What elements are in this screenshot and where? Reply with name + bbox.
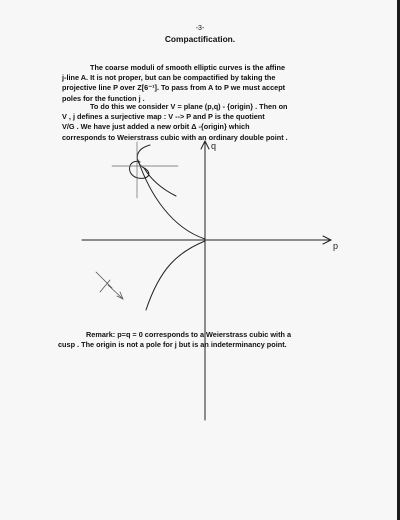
paragraph-line: V , j defines a surjective map : V --> P and P is the quotient: [62, 112, 265, 122]
paragraph-line: The coarse moduli of smooth elliptic curves is the affine: [90, 63, 286, 72]
axis-label-p: p: [333, 241, 339, 251]
axis-label-q: q: [211, 141, 217, 151]
remark-line: Remark: p=q = 0 corresponds to a Weierstrass cubic with a: [86, 330, 292, 339]
small-cusp-sketch: [96, 272, 122, 298]
remark-paragraph: [58, 330, 360, 350]
remark-line: cusp . The origin is not a pole for j but is an indeterminancy point.: [58, 340, 287, 350]
page-number: -3-: [195, 25, 205, 32]
cusp-curve-lower: [146, 241, 205, 310]
section-title: Compactification.: [164, 34, 236, 44]
paragraph-line: V/G . We have just added a new orbit Δ -{origin} which: [62, 122, 250, 132]
paragraph-line: To do this we consider V = plane (p,q) - {origin} . Then on: [90, 102, 288, 111]
paragraph-line: projective line P over Z[6⁻¹]. To pass from A to P we must accept: [62, 83, 286, 93]
paragraph-line: corresponds to Weierstrass cubic with an ordinary double point .: [62, 132, 288, 142]
nodal-cubic-loop: [130, 145, 150, 178]
paragraph-line: j-line A. It is not proper, but can be compactified by taking the: [62, 73, 276, 83]
paragraph-line: poles for the function j .: [62, 93, 145, 103]
